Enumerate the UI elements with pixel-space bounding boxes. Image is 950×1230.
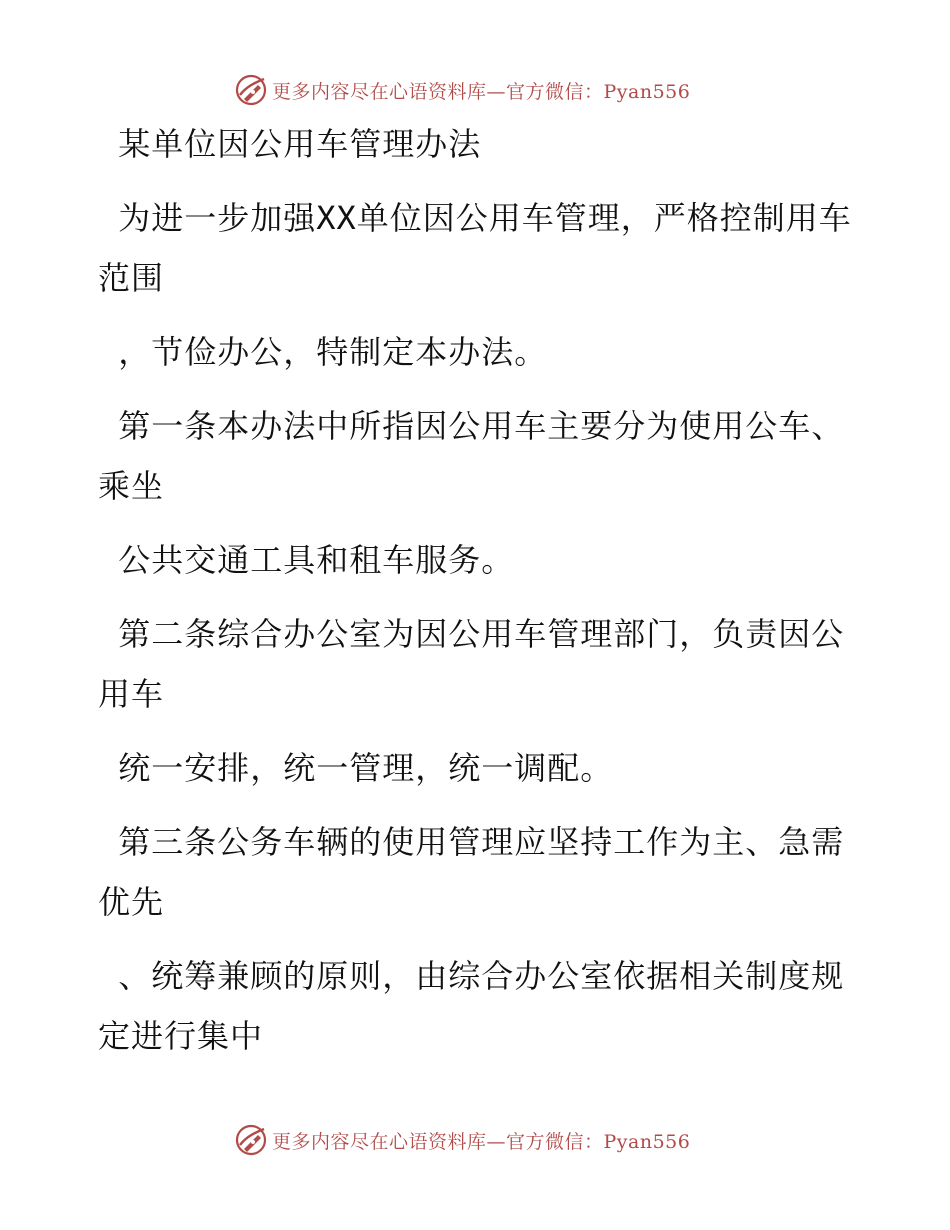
header-watermark — [234, 72, 690, 108]
watermark-text: 更多内容尽在心语资料库—官方微信：Pyan556 — [272, 1130, 691, 1153]
paragraph: 为进一步加强XX单位因公用车管理，严格控制用车范围 — [98, 199, 852, 297]
paragraph: 第三条公务车辆的使用管理应坚持工作为主、急需优先 — [98, 823, 845, 921]
document-body — [98, 114, 858, 1080]
paragraph: 第二条综合办公室为因公用车管理部门，负责因公用车 — [98, 615, 845, 713]
footer-watermark — [234, 1122, 690, 1158]
paragraph: 公共交通工具和租车服务。 — [98, 541, 515, 579]
paragraph: 、统筹兼顾的原则，由综合办公室依据相关制度规定进行集中 — [98, 957, 845, 1055]
paragraph: 统一安排，统一管理，统一调配。 — [98, 749, 614, 787]
paragraph: 第一条本办法中所指因公用车主要分为使用公车、乘坐 — [98, 407, 845, 505]
paragraph: ，节俭办公，特制定本办法。 — [98, 333, 548, 371]
document-title: 某单位因公用车管理办法 — [98, 125, 482, 163]
pen-logo-icon — [234, 73, 268, 107]
pen-logo-icon — [234, 1123, 268, 1157]
watermark-text: 更多内容尽在心语资料库—官方微信：Pyan556 — [272, 80, 691, 103]
